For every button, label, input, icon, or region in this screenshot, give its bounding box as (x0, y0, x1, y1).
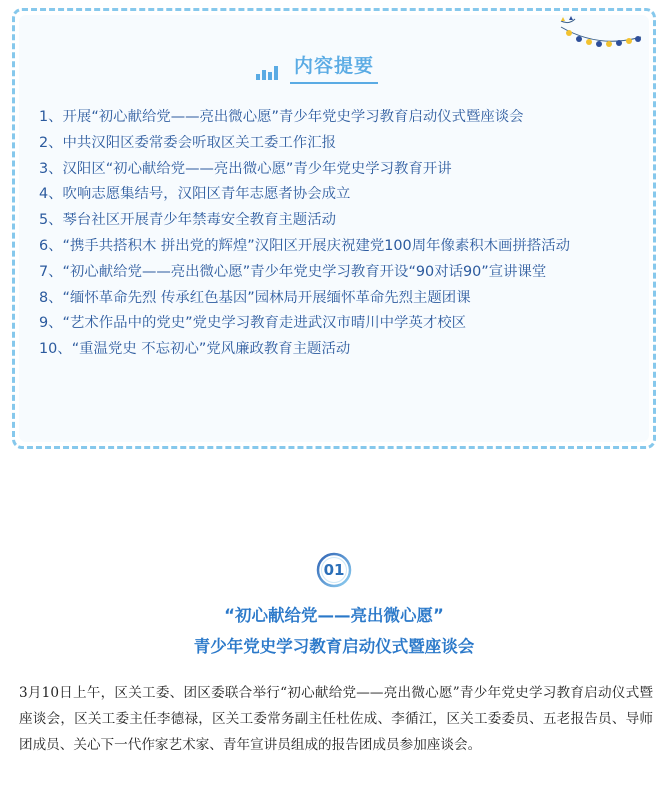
summary-item[interactable]: 2、中共汉阳区委常委会听取区关工委工作汇报 (39, 134, 336, 151)
summary-item[interactable]: 5、琴台社区开展青少年禁毒安全教育主题活动 (39, 212, 336, 229)
summary-item[interactable]: 1、开展“初心献给党——亮出微心愿”青少年党史学习教育启动仪式暨座谈会 (39, 109, 524, 125)
summary-item[interactable]: 4、吹响志愿集结号，汉阳区青年志愿者协会成立 (39, 186, 351, 203)
summary-panel (19, 15, 649, 442)
section-number-badge (314, 550, 354, 590)
summary-box (12, 8, 656, 449)
body-paragraph: 3月10日上午，区关工委、团区委联合举行“初心献给党——亮出微心愿”青少年党史学习教育启动仪式暨座谈会，区关工委主任李德禄，区关工委常务副主任杜佐成、李循江，区关工委委员、五老报告员、导师团成员、关心下一代作家艺术家、青年宣讲员组成的报告团成员参加座谈会。 (19, 685, 653, 753)
summary-title-wrap (19, 51, 649, 84)
section-title-line1: “初心献给党——亮出微心愿” (224, 606, 444, 625)
section-title (0, 600, 668, 662)
summary-item[interactable]: 6、“携手共搭积木 拼出党的辉煌”汉阳区开展庆祝建党100周年像素积木画拼搭活动 (39, 237, 571, 254)
summary-item[interactable]: 10、“重温党史 不忘初心”党风廉政教育主题活动 (39, 341, 351, 358)
section-number: 01 (323, 561, 345, 579)
summary-item[interactable]: 7、“初心献给党——亮出微心愿”青少年党史学习教育开设“90对话90”宣讲课堂 (39, 263, 547, 280)
summary-item[interactable]: 8、“缅怀革命先烈 传承红色基因”园林局开展缅怀革命先烈主题团课 (39, 289, 471, 306)
bar-chart-icon (256, 64, 280, 80)
section-title-line2: 青少年党史学习教育启动仪式暨座谈会 (193, 637, 475, 656)
summary-item[interactable]: 9、“艺术作品中的党史”党史学习教育走进武汉市晴川中学英才校区 (39, 315, 467, 332)
summary-item[interactable]: 3、汉阳区“初心献给党——亮出微心愿”青少年党史学习教育开讲 (39, 160, 452, 177)
string-lights-icon (559, 15, 643, 55)
summary-title-text: 内容提要 (293, 55, 374, 77)
summary-list (39, 105, 635, 363)
summary-title (290, 51, 378, 84)
